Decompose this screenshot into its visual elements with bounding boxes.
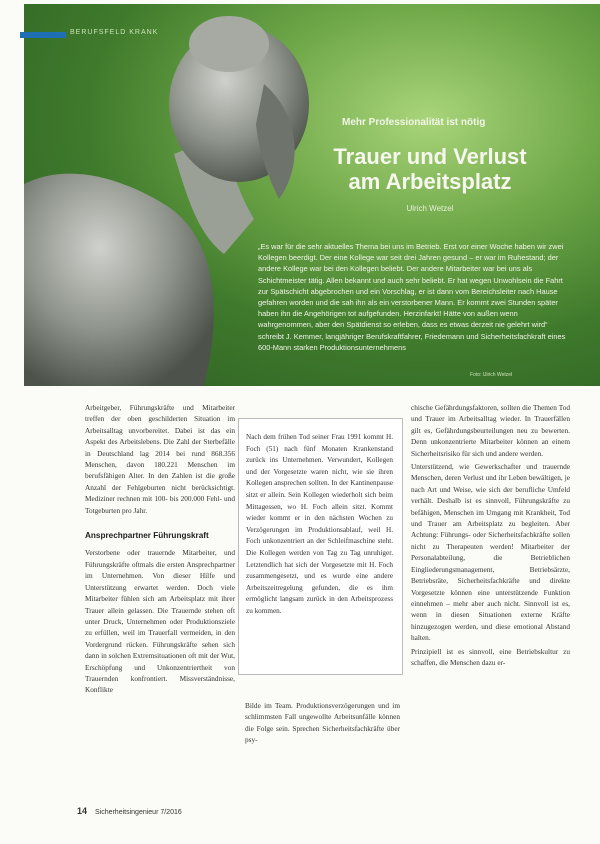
publication-name: Sicherheitsingenieur 7/2016 [94, 809, 182, 816]
case-study-text: Nach dem frühen Tod seiner Frau 1991 kommt H. Foch (51) nach fünf Monaten Krankenstand zurück ins Unternehmen. Verwundert, Kollegen und der Vorgesetzte waren nicht, wie sie ihren Kollegen ansprechen sollten. In der Kantinenpause sitzt er allein. Sein Kollegen wiederholt sich beim Mittagessen, wo H. Foch allein sitzt. Kommt wieder kommt er in den nächsten Wochen zu Verzögerungen im Produktionsablauf, weil H. Foch unkonzentriert an der Schleifmaschine steht. Die Kollegen werden von Tag zu Tag unruhiger. Letztendlich hat sich der Vorgesetzte mit H. Foch zusammengesetzt, und es wurde eine andere Arbeitszeitregelung gefunden, die es ihm ermöglicht langsam zurück in den Arbeitsprozess zu kommen. [246, 433, 393, 615]
page-number: 14 [77, 806, 88, 816]
col2-paragraph: Bilde im Team. Produktionsverzögerungen und im schlimmsten Fall ungewollte Arbeitsunfälle können die Folge sein. Sprechen Sicherheitsfachkräfte über psy- [245, 701, 400, 745]
col3-paragraph-1: chische Gefährdungsfaktoren, sollten die Themen Tod und Trauer im Arbeitsalltag wieder. In Trauerfällen gilt es, Gefährdungsbeurteilungen neu zu bewerten. Denn unkonzentrierte Mitarbeiter können an einem Sicherheitsrisiko für sich und andere werden. [411, 403, 570, 458]
lead-paragraph: „Es war für die sehr aktuelles Thema bei uns im Betrieb. Erst vor einer Woche haben wir zwei Kollegen beerdigt. Der eine Kollege war seit drei Jahren gesund – er war im Ruhestand; der andere Kollege war bei den Kollegen beliebt. Der andere Mitarbeiter war bei uns als Schichtmeister tätig. Allen bekannt und auch sehr beliebt. Er hat wegen Unwohlsein die Fahrt zur Spätschicht abgebrochen und ein Vorschlag, er ist dann vom Bereichsleiter nach Hause gefahren worden und die sah ihn als ein verstorbener Mann. Er kommt zwei Stunden später haben ihn die Angehörigen tot aufgefunden. Herzinfarkt! Hätte von außen wenn wahrgenommen, aber den Spätdienst so erleben, dass es etwas derzeit nie gelehrt wird“ schreibt J. Kemmer, langjähriger Berufskraftfahrer, Friedemann und Sicherheitsfachkraft eines 600-Mann starken Produktionsunternehmens [258, 242, 566, 352]
photo-credit: Foto: Ulrich Wetzel [470, 372, 513, 378]
author: Ulrich Wetzel [406, 204, 454, 213]
col3-paragraph-2: Unterstützend, wie Gewerkschafter und trauernde Menschen, deren Verlust und ihr Leben bewältigen, je nach Art und Weise, wie sich der berufliche Umfeld verhält. Deshalb ist es sinnvoll, Führungskräfte zu befähigen, Menschen im Umgang mit Krankheit, Tod und Trauer am Arbeitsplatz zu begleiten. Aber Achtung: Führungs- oder Sicherheitsfachkräfte sollen nicht zu Therapeuten werden! Mitarbeiter der Personalabteilung, die Betrieblichen Eingliederungsmanagement, Betriebsärzte, Betriebsräte, Sicherheitsfachkräfte und direkte Vorgesetzte können eine unterstützende Funktion einnehmen – mehr aber auch nicht. Sinnvoll ist es, wenn in diesen Situationen externe Kräfte hinzugezogen werden, und diese emotional Abstand halten. [411, 462, 570, 643]
column-2 [245, 700, 400, 748]
col1-paragraph-1: Arbeitgeber, Führungskräfte und Mitarbeiter treffen der oben geschilderten Situation im Arbeitsalltag unvorbereitet. Dabei ist das ein Aspekt des Arbeitslebens. Die Zahl der Sterbefälle in Deutschland lag 2014 bei rund 868.356 Menschen, davon 180.221 Menschen im berufsfähigen Alter. In den Zahlen ist die große Anzahl der Fehlgeburten nicht berücksichtigt. Mediziner rechnen mit 100- bis 200.000 Fehl- und Totgeburten pro Jahr. [85, 403, 235, 515]
col1-heading: Ansprechpartner Führungskraft [85, 531, 209, 541]
column-1 [85, 402, 235, 698]
page-footer [77, 806, 182, 816]
section-label: BERUFSFELD KRANK [70, 29, 159, 36]
title-line-2: am Arbeitsplatz [348, 169, 512, 194]
article-title [300, 144, 560, 194]
col1-paragraph-2: Verstorbene oder trauernde Mitarbeiter, und Führungskräfte oftmals die ersten Ansprechpartner im Unternehmen. Von dieser Hilfe und Unterstützung erwartet werden. Doch viele Mitarbeiter fühlen sich am Arbeitsplatz mit ihrer Trauer allein gelassen. Die Trauernde stehen oft unter Druck, Unternehmen oder Produktionsziele zu erfüllen, weil im Trauerfall vermeiden, in den Vordergrund rücken. Führungskräfte sehen sich dann in solchen Extremsituationen oft mit der Wut, Erschöpfung und Unkonzentriertheit von Trauernden konfrontiert. Missverständnisse, Konflikte [85, 548, 235, 695]
col3-paragraph-3: Prinzipiell ist es sinnvoll, eine Betriebskultur zu schaffen, die Menschen dazu er- [411, 646, 570, 667]
article-kicker: Mehr Professionalität ist nötig [342, 117, 486, 128]
column-3 [411, 402, 570, 670]
title-line-1: Trauer und Verlust [333, 144, 527, 169]
section-accent-bar [20, 32, 66, 38]
